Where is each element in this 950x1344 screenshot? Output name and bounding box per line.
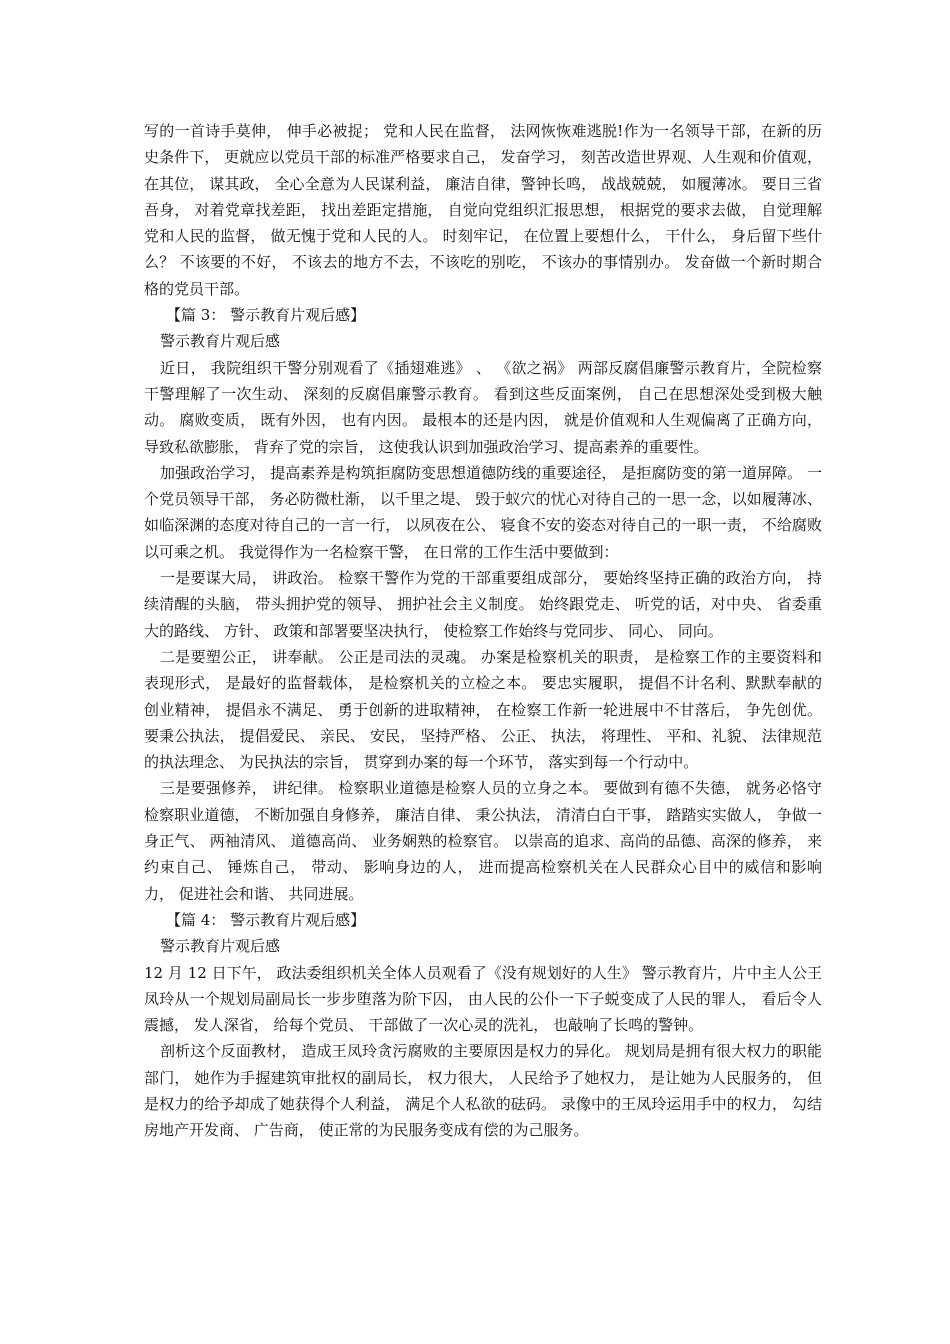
- paragraph-7: 12 月 12 日下午， 政法委组织机关全体人员观看了《没有规划好的人生》 警示教育片，片中主人公王凤玲从一个规划局副局长一步步堕落为阶下囚， 由人民的公仆一下子蜕变成了人民的罪人， 看后令人震撼， 发人深省， 给每个党员、 干部做了一次心灵的洗礼， 也敲响了长鸣的警钟。: [144, 963, 822, 1035]
- section-heading-3: 【篇 3： 警示教育片观后感】: [166, 306, 366, 325]
- document-page: [144, 118, 822, 1144]
- article-title-3: 警示教育片观后感: [160, 332, 281, 351]
- paragraph-2: 近日， 我院组织干警分别观看了《插翅难逃》 、 《欲之祸》 两部反腐倡廉警示教育片，全院检察干警理解了一次生动、 深刻的反腐倡廉警示教育。 看到这些反面案例， 自己在思想深处受到极大触动。 腐败变质， 既有外因， 也有内因。 最根本的还是内因， 就是价值观和人生观偏离了正确方向， 导致私欲膨胀， 背弃了党的宗旨， 这使我认识到加强政治学习、提高素养的重要性。: [144, 358, 822, 456]
- section-heading-4: 【篇 4： 警示教育片观后感】: [166, 910, 366, 929]
- paragraph-8: 剖析这个反面教材， 造成王凤玲贪污腐败的主要原因是权力的异化。 规划局是拥有很大权力的职能部门， 她作为手握建筑审批权的副局长， 权力很大， 人民给予了她权力， 是让她为人民服务的， 但是权力的给予却成了她获得个人利益， 满足个人私欲的砝码。 录像中的王凤玲运用手中的权力， 勾结房地产开发商、 广告商， 使正常的为民服务变成有偿的为己服务。: [144, 1042, 822, 1140]
- paragraph-1: 写的一首诗手莫伸， 伸手必被捉； 党和人民在监督， 法网恢恢难逃脱!作为一名领导干部，在新的历史条件下， 更就应以党员干部的标准严格要求自己， 发奋学习， 刻苦改造世界观、人生观和价值观， 在其位， 谋其政， 全心全意为人民谋利益， 廉洁自律，警钟长鸣， 战战兢兢， 如履薄冰。 要日三省吾身， 对着党章找差距， 找出差距定措施， 自觉向党组织汇报思想， 根据党的要求去做， 自觉理解党和人民的监督， 做无愧于党和人民的人。 时刻牢记， 在位置上要想什么， 干什么， 身后留下些什么？ 不该要的不好， 不该去的地方不去，不该吃的别吃， 不该办的事情别办。 发奋做一个新时期合格的党员干部。: [144, 122, 822, 298]
- paragraph-6: 三是要强修养， 讲纪律。 检察职业道德是检察人员的立身之本。 要做到有德不失德， 就务必恪守检察职业道德， 不断加强自身修养， 廉洁自律、 秉公执法， 清清白白干事， 踏踏实实做人， 争做一身正气、 两袖清风、 道德高尚、 业务娴熟的检察官。 以崇高的追求、高尚的品德、高深的修养， 来约束自己、 锤炼自己， 带动、 影响身边的人， 进而提高检察机关在人民群众心目中的威信和影响力， 促进社会和谐、 共同进展。: [144, 779, 822, 903]
- paragraph-5: 二是要塑公正， 讲奉献。 公正是司法的灵魂。 办案是检察机关的职责， 是检察工作的主要资料和表现形式， 是最好的监督载体， 是检察机关的立检之本。 要忠实履职， 提倡不计名利、默默奉献的创业精神， 提倡永不满足、 勇于创新的进取精神， 在检察工作新一轮进展中不甘落后， 争先创优。 要秉公执法， 提倡爱民、 亲民、 安民， 坚持严格、 公正、 执法， 将理性、 平和、礼貌、 法律规范的执法理念、 为民执法的宗旨， 贯穿到办案的每一个环节， 落实到每一个行动中。: [144, 647, 822, 772]
- paragraph-3: 加强政治学习， 提高素养是构筑拒腐防变思想道德防线的重要途径， 是拒腐防变的第一道屏障。 一个党员领导干部， 务必防微杜渐， 以千里之堤、 毁于蚁穴的忧心对待自己的一思一念，以如履薄冰、 如临深渊的态度对待自己的一言一行， 以夙夜在公、 寝食不安的姿态对待自己的一职一责， 不给腐败以可乘之机。 我觉得作为一名检察干警， 在日常的工作生活中要做到：: [144, 463, 822, 561]
- paragraph-4: 一是要谋大局， 讲政治。 检察干警作为党的干部重要组成部分， 要始终坚持正确的政治方向， 持续清醒的头脑， 带头拥护党的领导、 拥护社会主义制度。 始终跟党走、 听党的话，对中央、 省委重大的路线、 方针、 政策和部署要坚决执行， 使检察工作始终与党同步、 同心、 同向。: [144, 569, 822, 640]
- article-title-4: 警示教育片观后感: [160, 937, 281, 956]
